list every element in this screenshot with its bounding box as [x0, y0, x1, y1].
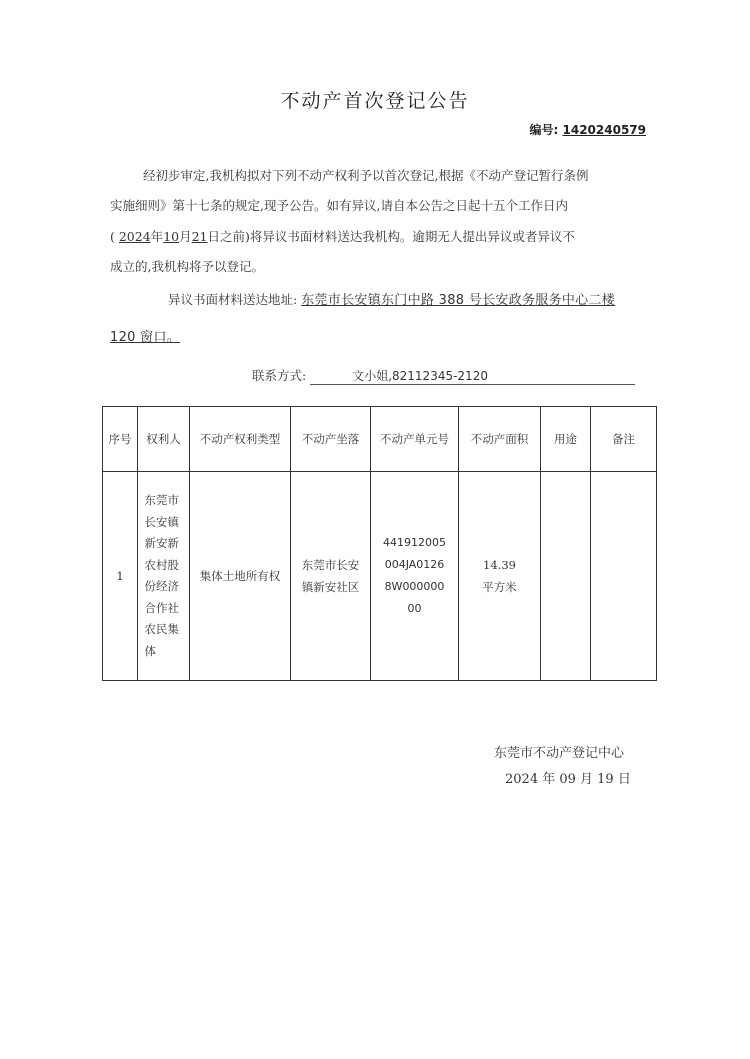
- cell-right-type: 集体土地所有权: [190, 472, 291, 681]
- header-area: 不动产面积: [459, 407, 541, 472]
- header-index: 序号: [103, 407, 138, 472]
- contact-row: [252, 366, 635, 385]
- objection-address: [168, 289, 615, 308]
- objection-address-cont: 120 窗口。: [110, 330, 181, 345]
- table-row: [103, 472, 657, 681]
- cell-usage: [541, 472, 591, 681]
- body-line-2: 实施细则》第十七条的规定,现予公告。如有异议,请自本公告之日起十五个工作日内: [110, 198, 568, 213]
- contact-label: 联系方式:: [252, 368, 307, 383]
- document-number-label: 编号:: [529, 123, 559, 137]
- cell-remark: [591, 472, 657, 681]
- deadline-tail: 日之前)将异议书面材料送达我机构。逾期无人提出异议或者异议不: [207, 229, 575, 244]
- header-remark: 备注: [591, 407, 657, 472]
- cell-area: [459, 472, 541, 681]
- table-header-row: [103, 407, 657, 472]
- header-holder: 权利人: [138, 407, 190, 472]
- year-char: 年: [150, 229, 164, 244]
- announcement-title: 不动产首次登记公告: [280, 90, 470, 112]
- area-unit: 平方米: [482, 580, 517, 594]
- deadline-year: 2024: [118, 229, 151, 244]
- body-line-1: 经初步审定,我机构拟对下列不动产权利予以首次登记,根据《不动产登记暂行条例: [143, 168, 589, 183]
- document-number: [530, 121, 647, 138]
- contact-value: 文小姐,82112345-2120: [310, 367, 635, 385]
- cell-location: 东莞市长安镇新安社区: [291, 472, 371, 681]
- cell-unit-no: [371, 472, 459, 681]
- issuing-organization: 东莞市不动产登记中心: [494, 746, 625, 761]
- cell-holder: [138, 472, 190, 681]
- header-right-type: 不动产权利类型: [190, 407, 291, 472]
- cell-index: 1: [103, 472, 138, 681]
- registration-table: [102, 406, 657, 681]
- holder-text: 东莞市长安镇新安新农村股份经济合作社农民集体: [144, 493, 179, 658]
- body-line-3: [110, 227, 575, 245]
- body-line-4: 成立的,我机构将予以登记。: [110, 259, 264, 274]
- document-number-value: 1420240579: [562, 123, 646, 137]
- paren-open: (: [110, 229, 119, 244]
- month-char: 月: [179, 229, 192, 244]
- area-value: 14.39: [483, 558, 516, 572]
- objection-address-value: 东莞市长安镇东门中路 388 号长安政务服务中心二楼: [301, 293, 616, 308]
- issue-date: 2024 年 09 月 19 日: [505, 772, 631, 787]
- objection-address-label: 异议书面材料送达地址:: [168, 292, 298, 307]
- header-location: 不动产坐落: [291, 407, 371, 472]
- unit-no-text: 441912005004JA01268W00000000: [383, 536, 446, 615]
- deadline-day: 21: [191, 229, 208, 244]
- header-usage: 用途: [541, 407, 591, 472]
- header-unit-no: 不动产单元号: [371, 407, 459, 472]
- deadline-month: 10: [163, 229, 180, 244]
